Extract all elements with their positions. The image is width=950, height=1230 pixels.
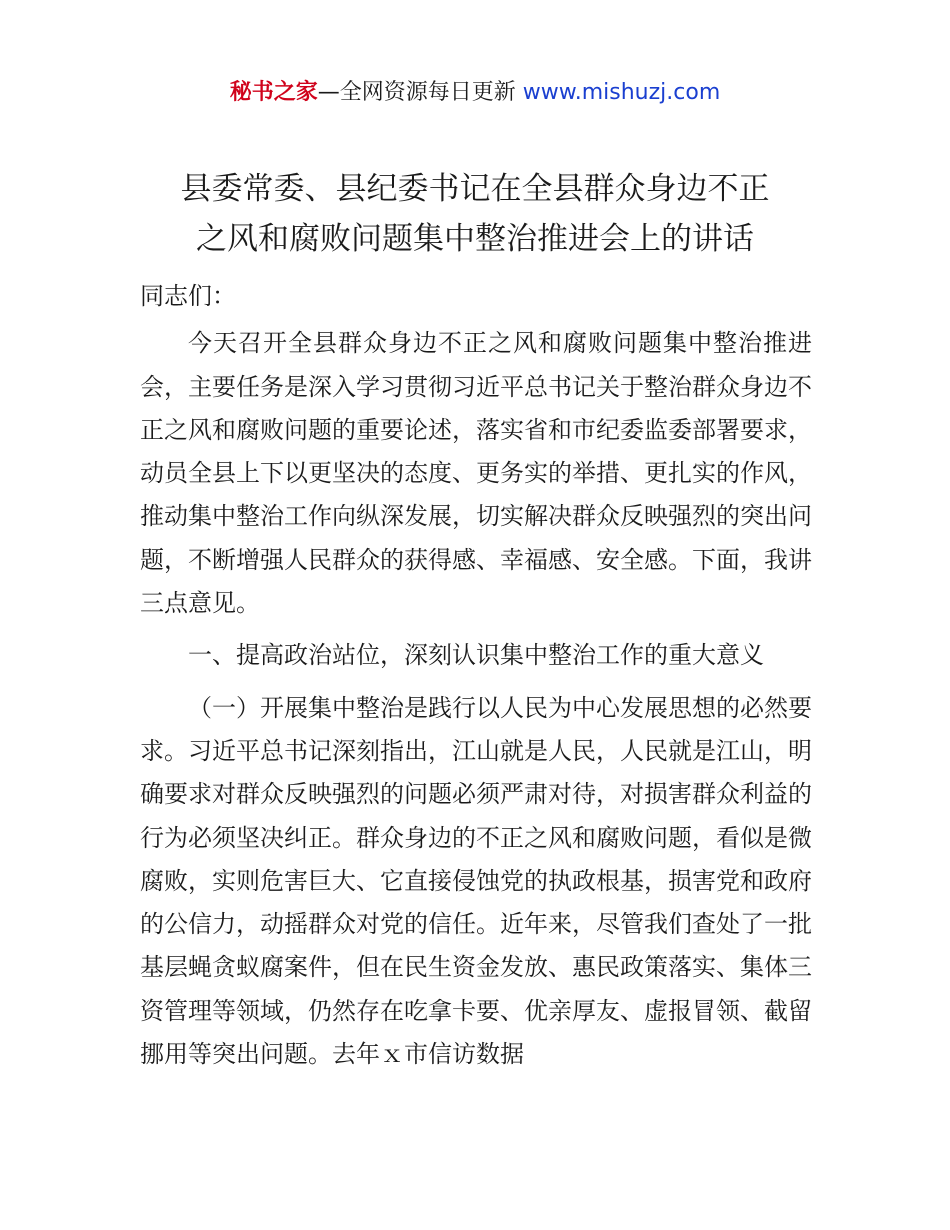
site-header [0, 78, 950, 108]
header-tagline: —全网资源每日更新 [317, 80, 523, 105]
section-paragraph: （一）开展集中整治是践行以人民为中心发展思想的必然要求。习近平总书记深刻指出，江山就是人民，人民就是江山，明确要求对群众反映强烈的问题必须严肃对待，对损害群众利益的行为必须坚决纠正。群众身边的不正之风和腐败问题，看似是微腐败，实则危害巨大、它直接侵蚀党的执政根基，损害党和政府的公信力，动摇群众对党的信任。近年来，尽管我们查处了一批基层蝇贪蚁腐案件，但在民生资金发放、惠民政策落实、集体三资管理等领域，仍然存在吃拿卡要、优亲厚友、虚报冒领、截留挪用等突出问题。去年ｘ市信访数据 [140, 693, 812, 1069]
document-title [100, 164, 850, 264]
brand-name: 秘书之家 [229, 80, 318, 105]
title-line-1: 县委常委、县纪委书记在全县群众身边不正 [180, 171, 770, 207]
title-line-2: 之风和腐败问题集中整治推进会上的讲话 [196, 221, 754, 257]
section-heading: 一、提高政治站位，深刻认识集中整治工作的重大意义 [188, 641, 764, 670]
intro-paragraph: 今天召开全县群众身边不正之风和腐败问题集中整治推进会，主要任务是深入学习贯彻习近平总书记关于整治群众身边不正之风和腐败问题的重要论述，落实省和市纪委监委部署要求，动员全县上下以更坚决的态度、更务实的举措、更扎实的作风，推动集中整治工作向纵深发展，切实解决群众反映强烈的突出问题，不断增强人民群众的获得感、幸福感、安全感。下面，我讲三点意见。 [140, 329, 812, 618]
site-url-link[interactable]: www.mishuzj.com [522, 80, 721, 105]
salutation: 同志们： [140, 282, 236, 310]
document-body [140, 275, 812, 1076]
